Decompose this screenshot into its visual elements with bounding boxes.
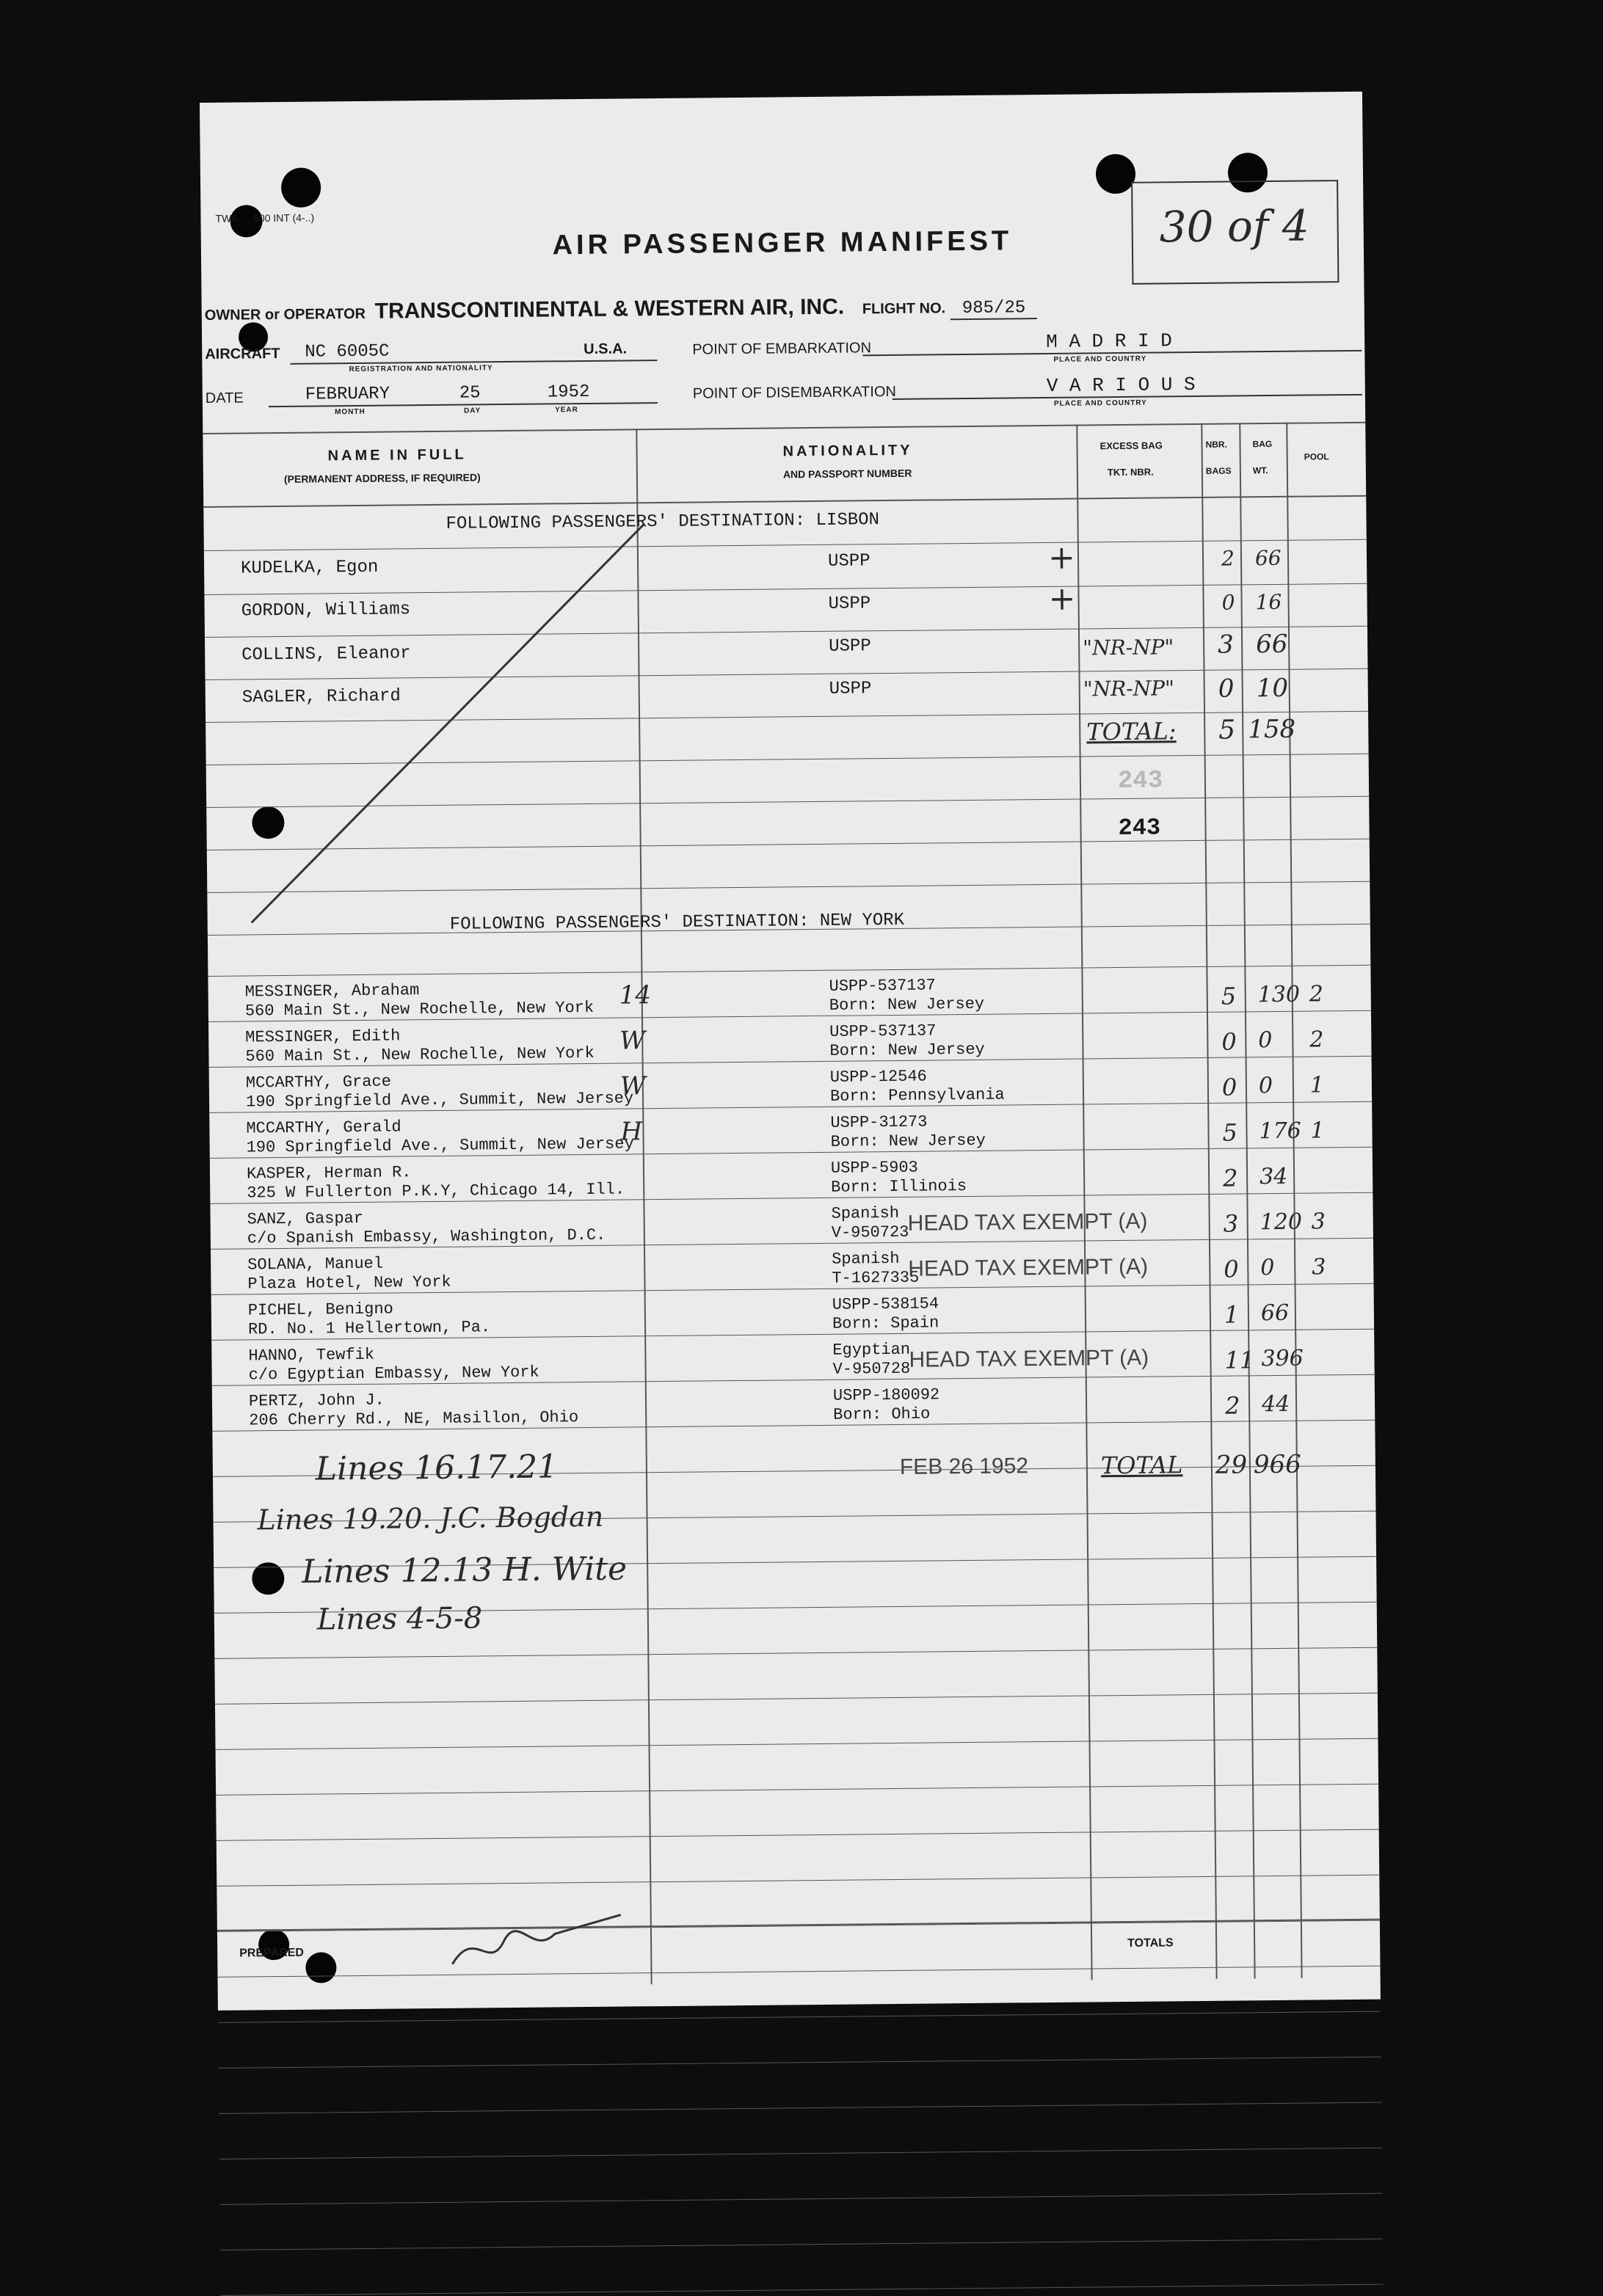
table-rule [214, 1647, 1377, 1659]
bag-weight: 0 [1260, 1255, 1275, 1281]
pool-number: 2 [1309, 981, 1323, 1007]
header-name-sub: (PERMANENT ADDRESS, IF REQUIRED) [283, 471, 481, 485]
table-rule [220, 2239, 1383, 2251]
passenger-born: Born: Ohio [833, 1404, 931, 1424]
owner-row [205, 293, 1038, 326]
passenger-born: T-1627335 [832, 1268, 920, 1288]
passenger-name: COLLINS, Eleanor [241, 644, 411, 666]
passenger-nationality: USPP [828, 594, 871, 614]
bag-count: 0 [1221, 1073, 1237, 1101]
embark-value: M A D R I D [1046, 329, 1172, 353]
bag-count: 0 [1221, 590, 1235, 615]
check-mark: + [1048, 580, 1076, 618]
date-label: DATE [205, 390, 244, 407]
pool-number: 3 [1312, 1254, 1326, 1280]
passenger-name: PERTZ, John J. [248, 1391, 385, 1411]
table-rule [217, 1920, 1380, 1932]
table-rule [216, 1784, 1378, 1796]
passenger-nationality: USPP [827, 551, 870, 572]
bag-count: 0 [1218, 674, 1235, 704]
punch-hole [1096, 154, 1136, 194]
handwritten-initial: H [620, 1117, 643, 1147]
passenger-address: 560 Main St., New Rochelle, New York [244, 998, 595, 1021]
disembark-sublabel: PLACE AND COUNTRY [1053, 398, 1147, 408]
bag-weight: 66 [1255, 629, 1288, 660]
table-rule [221, 2284, 1384, 2296]
passenger-nationality: Egyptian [832, 1340, 911, 1360]
bag-weight: 66 [1260, 1300, 1290, 1327]
passenger-nationality: USPP-31273 [830, 1112, 928, 1132]
pool-number: 1 [1310, 1118, 1325, 1144]
passenger-address: 190 Springfield Ave., Summit, New Jersey [246, 1134, 634, 1157]
passenger-address: 325 W Fullerton P.K.Y, Chicago 14, Ill. [247, 1180, 625, 1203]
total-bags-2: 29 [1215, 1450, 1248, 1480]
header-bag: BAG [1252, 438, 1273, 450]
manifest-title: AIR PASSENGER MANIFEST [552, 225, 1013, 261]
passenger-born: V-950728 [832, 1359, 911, 1379]
passenger-name: MESSINGER, Edith [245, 1027, 401, 1047]
bag-weight: 44 [1261, 1391, 1290, 1418]
excess-note: HEAD TAX EXEMPT (A) [907, 1209, 1148, 1236]
passenger-address: Plaza Hotel, New York [247, 1272, 451, 1294]
passenger-nationality: USPP-538154 [832, 1294, 939, 1314]
passenger-nationality: USPP-5903 [830, 1158, 918, 1178]
check-mark: + [1047, 539, 1076, 577]
bag-weight: 120 [1260, 1209, 1303, 1236]
section-newyork-heading: FOLLOWING PASSENGERS' DESTINATION: NEW YORK [449, 910, 905, 935]
bag-weight: 16 [1255, 589, 1282, 615]
header-excess: EXCESS BAG [1099, 440, 1163, 452]
bag-count: 5 [1222, 1118, 1238, 1147]
excess-note: "NR-NP" [1083, 676, 1175, 701]
bag-count: 11 [1224, 1346, 1255, 1374]
handwritten-initial: W [619, 1071, 647, 1101]
owner-value: TRANSCONTINENTAL & WESTERN AIR, INC. [374, 294, 845, 324]
bag-count: 3 [1217, 630, 1234, 660]
total-weight: 158 [1248, 714, 1296, 745]
date-year: 1952 [547, 382, 590, 403]
header-nationality-sub: AND PASSPORT NUMBER [782, 467, 912, 481]
passenger-born: Born: Spain [832, 1313, 939, 1333]
passenger-name: SOLANA, Manuel [247, 1254, 384, 1275]
passenger-address: 560 Main St., New Rochelle, New York [245, 1043, 595, 1066]
bag-count: 3 [1223, 1209, 1239, 1238]
table-rule [218, 2011, 1381, 2023]
section-lisbon-heading: FOLLOWING PASSENGERS' DESTINATION: LISBON [446, 510, 880, 534]
passenger-name: MCCARTHY, Gerald [246, 1118, 401, 1138]
passenger-born: Born: Pennsylvania [829, 1085, 1005, 1106]
flight-label: FLIGHT NO. [862, 300, 946, 318]
date-sub-year: YEAR [554, 406, 578, 415]
bag-weight: 34 [1259, 1163, 1288, 1190]
passenger-name: GORDON, Williams [241, 599, 411, 622]
manifest-page [200, 92, 1381, 2011]
handwritten-initial: 14 [619, 980, 652, 1010]
signature-line: Lines 4-5-8 [316, 1601, 483, 1637]
bag-weight: 10 [1256, 673, 1289, 704]
passenger-name: MCCARTHY, Grace [245, 1072, 391, 1093]
date-month: FEBRUARY [305, 384, 390, 405]
bag-count: 2 [1222, 1164, 1238, 1192]
table-rule [219, 2193, 1382, 2205]
bag-count: 1 [1224, 1300, 1240, 1329]
manifest-table [203, 422, 1381, 2011]
aircraft-country: U.S.A. [584, 340, 628, 357]
passenger-name: SAGLER, Richard [241, 686, 401, 708]
passenger-name: MESSINGER, Abraham [244, 981, 420, 1002]
header-excess-sub: TKT. NBR. [1107, 466, 1154, 478]
passenger-nationality: Spanish [831, 1203, 900, 1223]
passenger-address: c/o Egyptian Embassy, New York [248, 1363, 539, 1385]
date-day: 25 [459, 383, 481, 404]
table-rule [217, 1829, 1379, 1841]
disembark-label: POINT OF DISEMBARKATION [692, 383, 897, 402]
table-rule [215, 1693, 1378, 1705]
passenger-nationality: USPP-180092 [832, 1385, 940, 1405]
bag-weight: 0 [1258, 1027, 1273, 1054]
total-label: TOTAL: [1086, 717, 1177, 746]
bag-weight: 176 [1259, 1118, 1301, 1145]
punch-hole [281, 167, 321, 208]
table-rule [217, 1875, 1379, 1887]
signature-line: Lines 16.17.21 [315, 1448, 559, 1488]
value-243: 243 [1118, 814, 1161, 842]
signature-line: Lines 19.20. J.C. Bogdan [257, 1500, 604, 1537]
date-stamp: FEB 26 1952 [899, 1454, 1029, 1479]
bag-count: 2 [1221, 546, 1235, 571]
passenger-name: KASPER, Herman R. [246, 1163, 412, 1184]
aircraft-value: NC 6005C [305, 341, 390, 362]
bag-weight: 130 [1257, 981, 1301, 1008]
excess-note: HEAD TAX EXEMPT (A) [908, 1254, 1149, 1281]
passenger-nationality: USPP [829, 679, 872, 699]
table-rule [216, 1738, 1378, 1750]
bag-weight: 0 [1258, 1073, 1273, 1099]
pool-number: 1 [1309, 1072, 1325, 1098]
passenger-address: c/o Spanish Embassy, Washington, D.C. [247, 1225, 606, 1248]
handwritten-reference: 30 of 4 [1159, 200, 1309, 252]
passenger-nationality: USPP [829, 636, 871, 657]
pool-number: 2 [1309, 1027, 1324, 1053]
bag-weight: 66 [1254, 545, 1282, 571]
bag-count: 0 [1221, 1027, 1237, 1056]
faint-243: 243 [1117, 767, 1163, 796]
form-number: TWA-...-500 INT (4-..) [215, 211, 315, 225]
excess-note: HEAD TAX EXEMPT (A) [909, 1345, 1149, 1372]
void-diagonal-line [203, 422, 1370, 947]
passenger-nationality: USPP-537137 [829, 1021, 937, 1041]
handwritten-initial: W [619, 1026, 646, 1056]
header-nbr: NBR. [1205, 439, 1227, 450]
excess-note: "NR-NP" [1083, 635, 1174, 660]
passenger-nationality: Spanish [832, 1249, 900, 1269]
table-rule [208, 965, 1370, 977]
header-nbr-sub: BAGS [1205, 465, 1232, 476]
passenger-born: Born: New Jersey [829, 1040, 985, 1060]
passenger-address: 206 Cherry Rd., NE, Masillon, Ohio [249, 1408, 579, 1430]
aircraft-sublabel: REGISTRATION AND NATIONALITY [349, 364, 493, 374]
passenger-born: Born: New Jersey [830, 1131, 986, 1151]
table-rule [219, 2148, 1382, 2160]
passenger-name: SANZ, Gaspar [247, 1209, 364, 1229]
disembark-value: V A R I O U S [1046, 373, 1196, 397]
header-name: NAME IN FULL [327, 446, 467, 464]
header-bag-sub: WT. [1252, 465, 1268, 476]
total-weight-2: 966 [1253, 1449, 1301, 1480]
prepared-signature [445, 1911, 629, 1972]
passenger-nationality: USPP-12546 [829, 1067, 927, 1087]
date-sub-day: DAY [463, 407, 481, 415]
passenger-address: RD. No. 1 Hellertown, Pa. [247, 1318, 491, 1339]
passenger-address: 190 Springfield Ave., Summit, New Jersey [245, 1089, 634, 1112]
passenger-born: Born: Illinois [831, 1177, 967, 1197]
embark-label: POINT OF EMBARKATION [692, 340, 872, 358]
passenger-name: KUDELKA, Egon [240, 557, 379, 579]
embark-sublabel: PLACE AND COUNTRY [1053, 354, 1147, 364]
passenger-name: HANNO, Tewfik [248, 1345, 375, 1366]
header-pool: POOL [1304, 451, 1329, 462]
reference-box [1131, 180, 1339, 285]
totals-label: TOTALS [1127, 1936, 1174, 1950]
passenger-born: V-950723 [831, 1222, 909, 1242]
total-bags: 5 [1218, 715, 1236, 746]
passenger-born: Born: New Jersey [829, 994, 985, 1015]
aircraft-label: AIRCRAFT [205, 345, 280, 362]
bag-count: 5 [1221, 982, 1237, 1010]
passenger-name: PICHEL, Benigno [247, 1300, 393, 1320]
pool-number: 3 [1311, 1209, 1326, 1235]
signature-line: Lines 12.13 H. Wite [301, 1550, 628, 1591]
date-sub-month: MONTH [335, 407, 366, 417]
owner-label: OWNER or OPERATOR [204, 305, 366, 324]
table-rule [218, 1966, 1381, 1978]
passenger-nationality: USPP-537137 [829, 976, 936, 996]
bag-count: 0 [1224, 1255, 1239, 1283]
total-label-2: TOTAL [1100, 1451, 1183, 1480]
bag-count: 2 [1224, 1391, 1240, 1420]
prepared-label: PREPARED [239, 1946, 305, 1960]
header-nationality: NATIONALITY [782, 442, 913, 460]
flight-value: 985/25 [950, 298, 1038, 320]
bag-weight: 396 [1261, 1345, 1304, 1372]
table-rule [219, 2057, 1381, 2069]
table-rule [219, 2102, 1381, 2114]
